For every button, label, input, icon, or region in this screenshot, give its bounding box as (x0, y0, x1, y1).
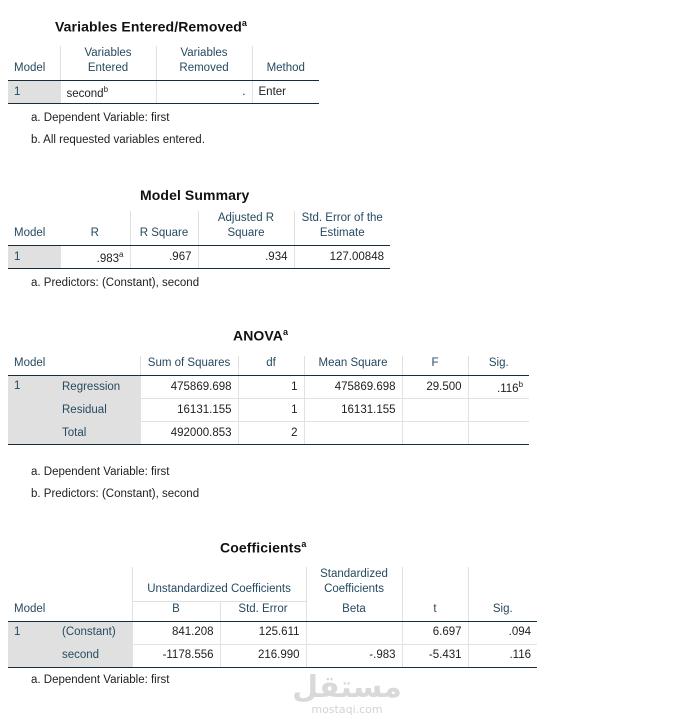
model-number: 1 (8, 621, 56, 667)
beta-cell (306, 621, 402, 644)
ss-cell: 492000.853 (140, 422, 238, 445)
row-label: Regression (56, 376, 140, 399)
header-std-error: Std. Error (220, 601, 306, 621)
header-standardized: Standardized Coefficients (306, 567, 402, 601)
footnote: a. Dependent Variable: first (31, 466, 170, 478)
sig-cell (468, 399, 529, 422)
header-model: Model (8, 211, 60, 246)
r-square-cell: .967 (130, 246, 198, 269)
ms-cell: 16131.155 (304, 399, 402, 422)
anova-title: ANOVA$^a$ (233, 327, 289, 344)
r-cell: .983$^a$ (60, 246, 130, 269)
table-row (8, 422, 529, 445)
header-model: Model (8, 356, 140, 376)
sig-cell (468, 422, 529, 445)
table-row (8, 621, 537, 644)
var-entered-title: Variables Entered/Removed$^a$ (55, 18, 248, 35)
header-sig: Sig. (468, 356, 529, 376)
removed-cell: . (156, 81, 252, 104)
header-adjusted-r-square: Adjusted R Square (198, 211, 294, 246)
footnote: a. Predictors: (Constant), second (31, 277, 200, 289)
table-row (8, 644, 537, 667)
table-row (8, 399, 529, 422)
header-model: Model (8, 46, 60, 81)
model-number: 1 (8, 81, 60, 104)
footnote: a. Dependent Variable: first (31, 112, 170, 124)
footnote: b. All requested variables entered. (31, 134, 205, 146)
adj-r-square-cell: .934 (198, 246, 294, 269)
f-cell (402, 422, 468, 445)
ms-cell (304, 422, 402, 445)
coefficients-title: Coefficients$^a$ (220, 539, 307, 556)
entered-cell: second$^b$ (60, 81, 156, 104)
row-label: second (56, 644, 132, 667)
df-cell: 1 (238, 376, 304, 399)
header-variables-entered: Variables Entered (60, 46, 156, 81)
header-std-error-estimate: Std. Error of the Estimate (294, 211, 390, 246)
se-cell: 216.990 (220, 644, 306, 667)
f-cell: 29.500 (402, 376, 468, 399)
se-cell: 125.611 (220, 621, 306, 644)
ss-cell: 475869.698 (140, 376, 238, 399)
header-unstandardized: Unstandardized Coefficients (132, 567, 306, 601)
ss-cell: 16131.155 (140, 399, 238, 422)
row-label: Residual (56, 399, 140, 422)
watermark-latin-text: mostaqi.com (311, 703, 383, 716)
model-number: 1 (8, 246, 60, 269)
header-mean-square: Mean Square (304, 356, 402, 376)
df-cell: 1 (238, 399, 304, 422)
header-model: Model (8, 567, 132, 621)
header-f: F (402, 356, 468, 376)
b-cell: 841.208 (132, 621, 220, 644)
t-cell: 6.697 (402, 621, 468, 644)
model-summary-title: Model Summary (140, 187, 250, 203)
table-row (8, 81, 319, 104)
header-r-square: R Square (130, 211, 198, 246)
sig-cell: .116 (468, 644, 537, 667)
model-number: 1 (8, 376, 56, 445)
std-error-cell: 127.00848 (294, 246, 390, 269)
header-variables-removed: Variables Removed (156, 46, 252, 81)
header-t: t (402, 567, 468, 621)
beta-cell: -.983 (306, 644, 402, 667)
header-beta: Beta (306, 601, 402, 621)
row-label: (Constant) (56, 621, 132, 644)
header-b: B (132, 601, 220, 621)
anova-table (8, 356, 529, 445)
row-label: Total (56, 422, 140, 445)
coefficients-table (8, 567, 537, 668)
footnote: a. Dependent Variable: first (31, 674, 170, 686)
f-cell (402, 399, 468, 422)
watermark-logo (292, 672, 402, 722)
watermark-arabic-text: مستقل (292, 670, 402, 705)
header-method: Method (252, 46, 319, 81)
t-cell: -5.431 (402, 644, 468, 667)
method-cell: Enter (252, 81, 319, 104)
ms-cell: 475869.698 (304, 376, 402, 399)
header-df: df (238, 356, 304, 376)
model-summary-table (8, 211, 390, 269)
header-sum-of-squares: Sum of Squares (140, 356, 238, 376)
sig-cell: .116$^b$ (468, 376, 529, 399)
table-row (8, 376, 529, 399)
sig-cell: .094 (468, 621, 537, 644)
header-r: R (60, 211, 130, 246)
header-sig: Sig. (468, 567, 537, 621)
table-row (8, 246, 390, 269)
b-cell: -1178.556 (132, 644, 220, 667)
footnote: b. Predictors: (Constant), second (31, 488, 200, 500)
var-entered-table (8, 46, 319, 104)
df-cell: 2 (238, 422, 304, 445)
